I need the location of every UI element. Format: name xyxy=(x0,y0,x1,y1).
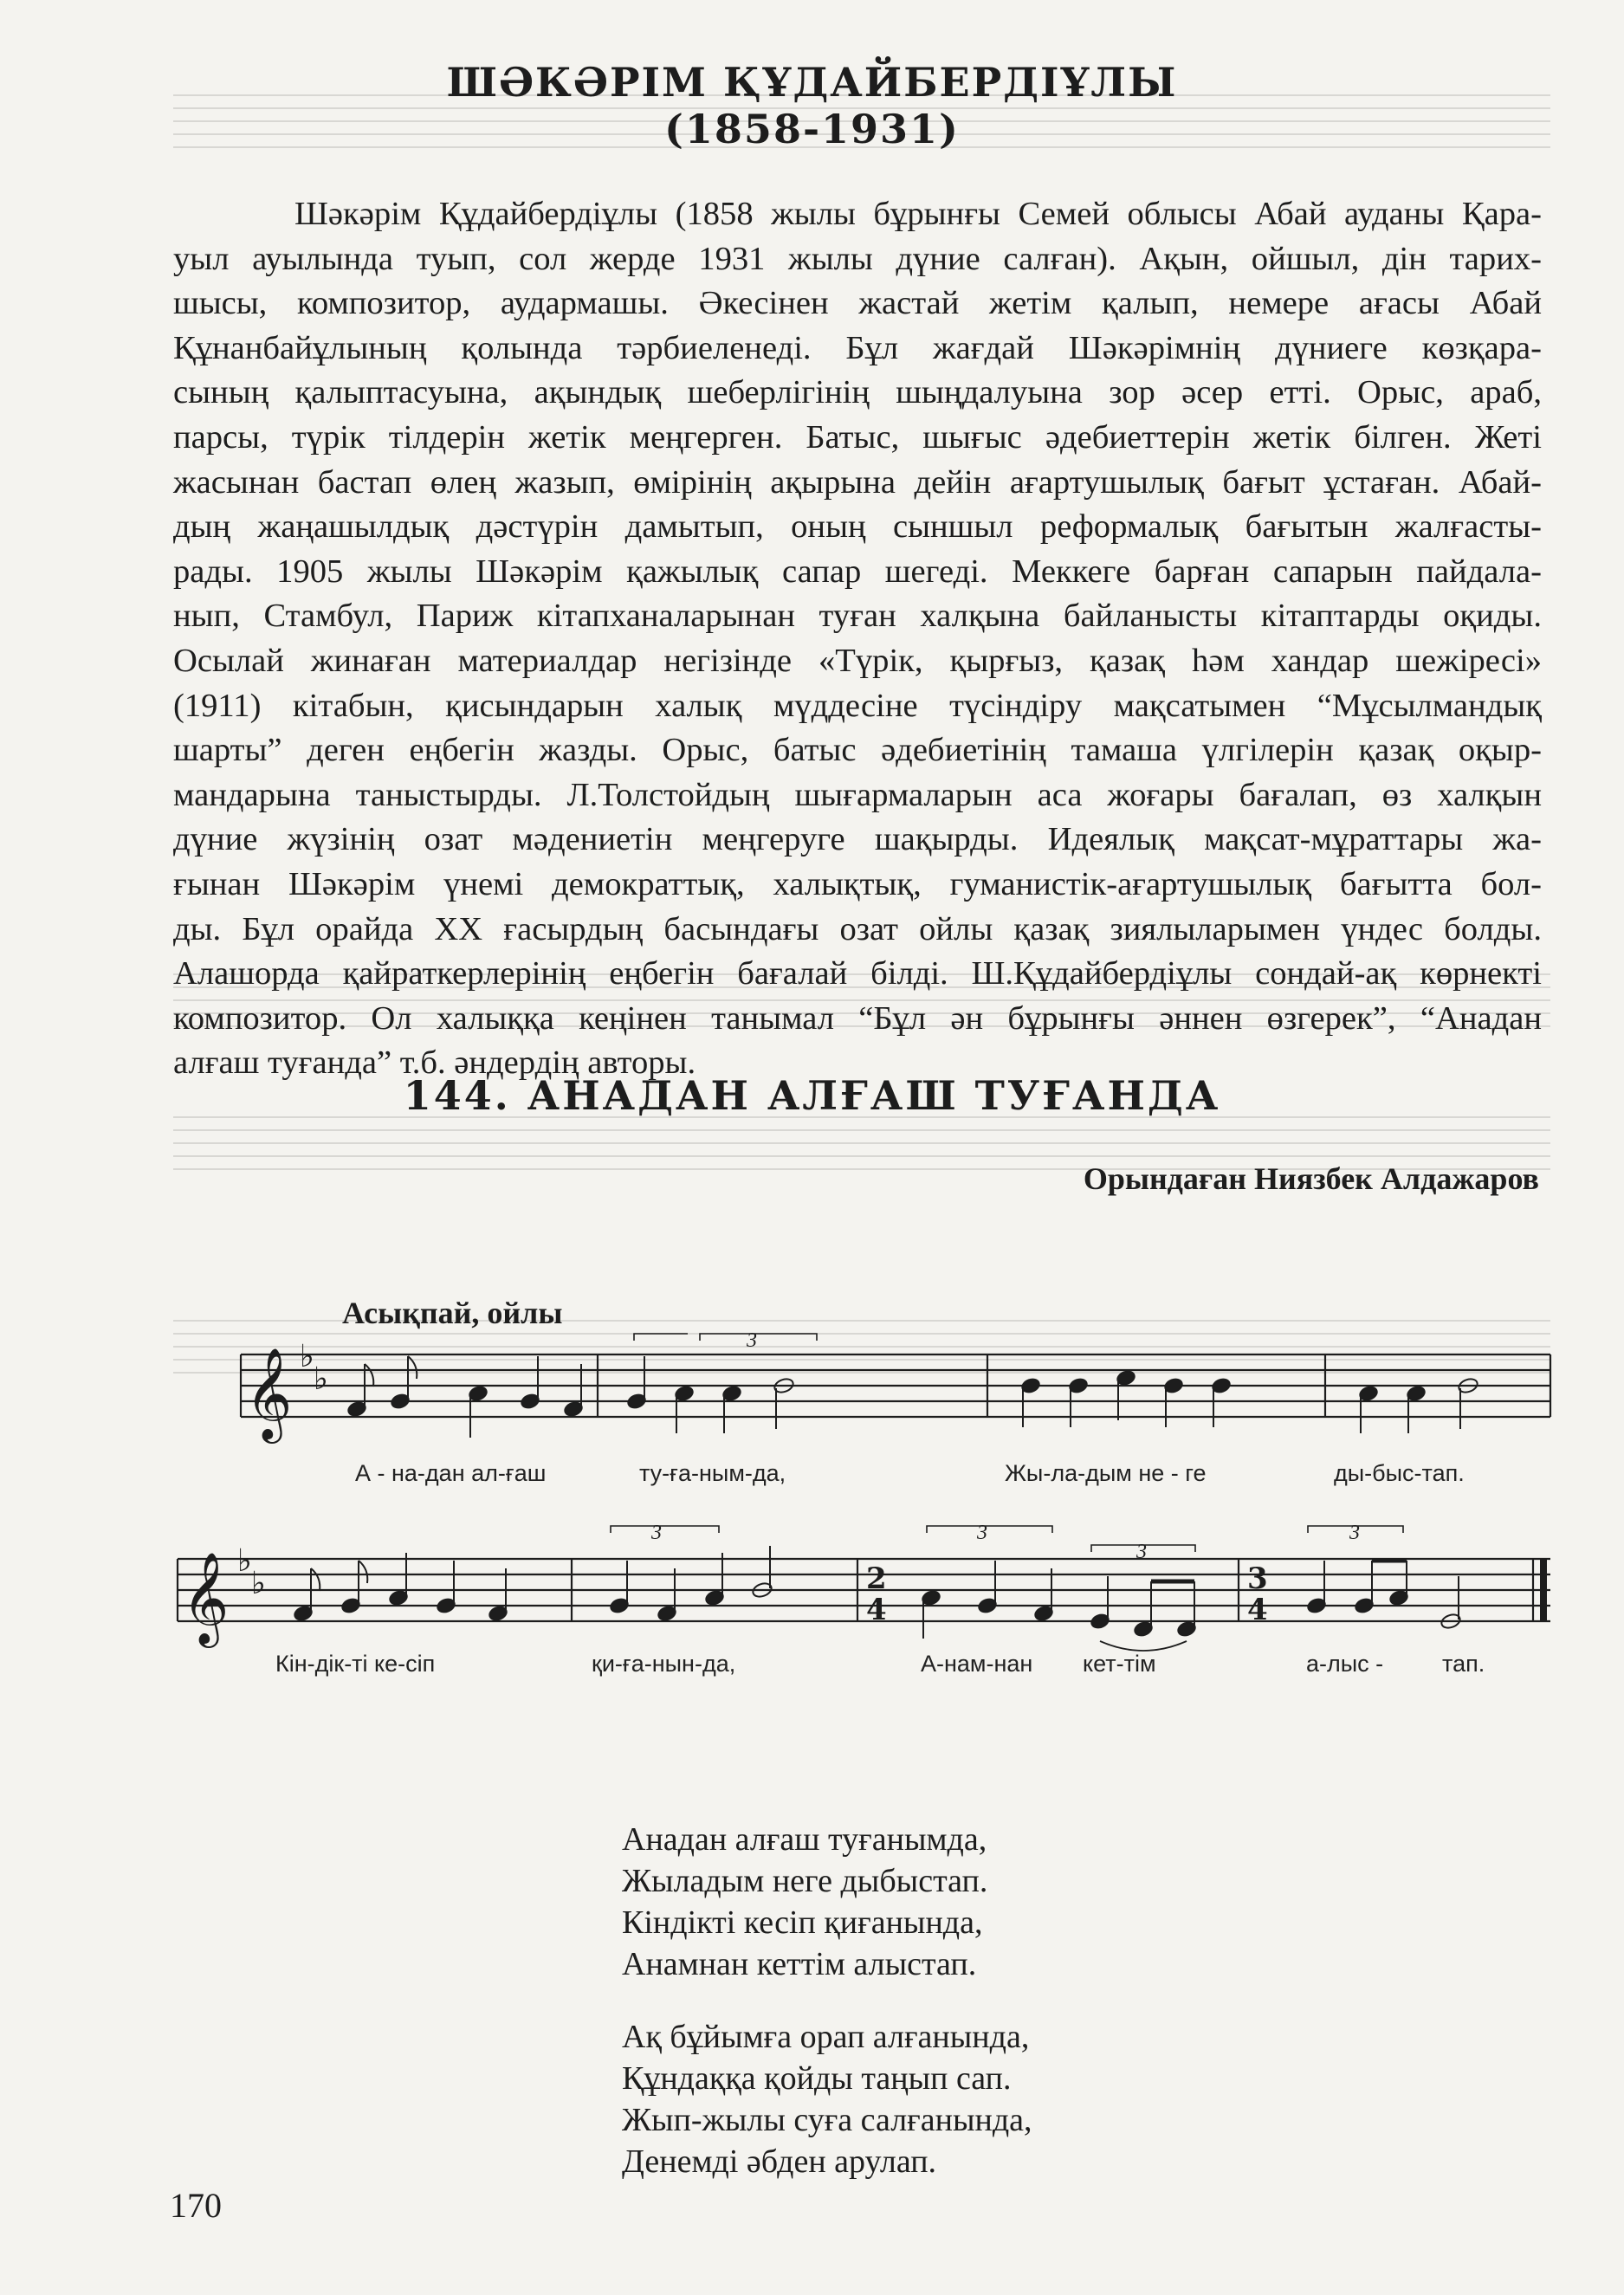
flat-icon: ♭ xyxy=(300,1339,314,1374)
staff-2-lyric: тап. xyxy=(1442,1651,1485,1677)
staff-2-lyric: қи-ға-нын-да, xyxy=(592,1651,736,1677)
note xyxy=(436,1561,456,1614)
note xyxy=(1358,1385,1379,1433)
triplet-number: 3 xyxy=(977,1522,987,1544)
note xyxy=(346,1364,373,1418)
note xyxy=(977,1561,998,1614)
note xyxy=(1388,1561,1409,1606)
note xyxy=(921,1589,941,1639)
note xyxy=(657,1568,677,1622)
staff-1-lyric: ды-быс-тап. xyxy=(1334,1460,1465,1486)
half-note xyxy=(751,1546,773,1599)
triplet-bracket xyxy=(634,1334,817,1341)
note xyxy=(626,1356,647,1410)
half-note xyxy=(1457,1377,1478,1429)
bio-line: Құнанбайұлының қолында тәрбиеленеді. Бұл жағдай Шәкәрімнің дүниеге көзқара- xyxy=(173,329,1542,366)
staff-2-lyric: Кін-дік-ті ке-сіп xyxy=(275,1651,436,1677)
note xyxy=(674,1385,695,1433)
treble-clef-icon: 𝄞 xyxy=(182,1551,230,1644)
bio-line: Осылай жинаған материалдар негізінде «Түрік, қырғыз, қазақ һәм хандар шежіресі» xyxy=(173,642,1542,679)
bio-line: парсы, түрік тілдерін жетік меңгерген. Батыс, шығыс әдебиеттерін жетік білген. Жеті xyxy=(173,418,1542,456)
note xyxy=(704,1553,725,1606)
note xyxy=(520,1356,540,1410)
verse-line: Жып-жылы суға салғанында, xyxy=(622,2102,1032,2138)
verse-line: Жыладым неге дыбыстап. xyxy=(622,1863,988,1899)
page-number: 170 xyxy=(170,2186,222,2225)
time-signature-bottom: 4 xyxy=(1247,1593,1268,1627)
staff-1-lyric: Жы-ла-дым не - ге xyxy=(1005,1460,1207,1486)
note xyxy=(388,1553,409,1606)
verse-line: Құндаққа қойды таңып сап. xyxy=(622,2060,1012,2097)
bio-line: жасынан бастап өлең жазып, өмірінің ақырына дейін ағартушылық бағыт ұстаған. Абай- xyxy=(173,463,1542,501)
bio-line: сының қалыптасуына, ақындық шеберлігінің шыңдалуына зор әсер етті. Орыс, араб, xyxy=(173,374,1542,411)
final-barline-thick xyxy=(1540,1559,1547,1621)
bio-line: дың жаңашылдық дәстүрін дамытып, оның сыншыл реформалық бағытын жалғасты- xyxy=(173,508,1542,546)
staff-2-lines xyxy=(178,1559,1550,1621)
triplet-number: 3 xyxy=(1136,1541,1147,1563)
bio-line: шысы, композитор, аудармашы. Әкесінен жастай жетім қалып, немере ағасы Абай xyxy=(173,285,1542,322)
bio-line: нып, Стамбул, Париж кітапханаларынан туған халқына байланысты кітаптарды оқиды. xyxy=(173,598,1542,635)
triplet-number: 3 xyxy=(1349,1522,1360,1544)
biography-title: ШӘКӘРІМ ҚҰДАЙБЕРДІҰЛЫ xyxy=(446,59,1178,106)
tempo-marking: Асықпай, ойлы xyxy=(342,1296,563,1330)
bio-line: уыл ауылында туып, сол жерде 1931 жылы дүние салған). Ақын, ойшыл, дін тарих- xyxy=(173,240,1542,277)
bio-line: композитор. Ол халыққа кеңінен танымал “Бұл ән бұрынғы әннен өзгерек”, “Анадан xyxy=(173,999,1542,1037)
biography-years: (1858-1931) xyxy=(664,106,960,152)
staff-2-lyric: кет-тім xyxy=(1083,1651,1156,1677)
verse-line: Ақ бұйымға орап алғанында, xyxy=(622,2019,1030,2055)
verse-2 xyxy=(622,2016,1032,2182)
note xyxy=(1406,1385,1427,1433)
note xyxy=(1090,1576,1110,1630)
bio-line: Алашорда қайраткерлерінің еңбегін бағалай білді. Ш.Құдайбердіұлы сондай-ақ көрнекті xyxy=(173,955,1542,992)
half-note xyxy=(773,1377,794,1429)
staff-2-lyric: а-лыс - xyxy=(1306,1651,1384,1677)
note xyxy=(1354,1561,1375,1614)
staff-1-lyric: А - на-дан ал-ғаш xyxy=(355,1460,547,1486)
triplet-bracket xyxy=(611,1526,1403,1552)
note xyxy=(293,1568,320,1622)
triplet-number: 3 xyxy=(747,1329,757,1352)
bio-line: мандарына таныстырды. Л.Толстойдың шығармаларын аса жоғары бағалап, өз халқын xyxy=(173,776,1542,813)
verse-line: Кіндікті кесіп қиғанында, xyxy=(622,1904,983,1941)
time-signature-bottom: 4 xyxy=(866,1593,887,1627)
note xyxy=(721,1385,742,1433)
triplet-number: 3 xyxy=(651,1522,662,1544)
treble-clef-icon: 𝄞 xyxy=(245,1347,293,1439)
time-signature-top: 2 xyxy=(866,1561,887,1596)
bio-line: дүние жүзінің озат мәдениетін меңгеруге шақырды. Идеялық мақсат-мұраттары жа- xyxy=(173,821,1542,858)
bio-line: (1911) кітабын, қисындарын халық мүддесіне түсіндіру мақсатымен “Мұсылмандық xyxy=(173,687,1542,724)
time-signature-top: 3 xyxy=(1247,1561,1268,1596)
verse-1 xyxy=(622,1819,987,1985)
verse-line: Анамнан кеттім алыстап. xyxy=(622,1946,977,1982)
bio-line: рады. 1905 жылы Шәкәрім қажылық сапар шегеді. Меккеге барған сапарын пайдала- xyxy=(173,553,1542,590)
staff-1-lines xyxy=(241,1354,1550,1417)
verse-line: Анадан алғаш туғанымда, xyxy=(622,1821,987,1858)
bio-line: шарты” деген еңбегін жазды. Орыс, батыс әдебиетінің тамаша үлгілерін қазақ оқыр- xyxy=(173,732,1542,769)
flat-icon: ♭ xyxy=(314,1361,328,1397)
flat-icon: ♭ xyxy=(237,1543,252,1579)
bio-line: ғынан Шәкәрім үнемі демократтық, халықтық, гуманистік-ағартушылық бағытта бол- xyxy=(173,865,1542,902)
verse-line: Денемді әбден арулап. xyxy=(622,2143,937,2180)
bio-line: Шәкәрім Құдайбердіұлы (1858 жылы бұрынғы Семей облысы Абай ауданы Қара- xyxy=(294,196,1542,232)
note xyxy=(488,1568,508,1622)
note xyxy=(1306,1561,1327,1614)
staff-2-lyric: А-нам-нан xyxy=(921,1651,1033,1677)
bio-line: алғаш туғанда” т.б. әндердің авторы. xyxy=(173,1044,696,1082)
note xyxy=(468,1385,488,1438)
bio-line: ды. Бұл орайда XX ғасырдың басындағы озат ойлы қазақ зиялыларымен үндес болды. xyxy=(173,910,1542,947)
slur xyxy=(1100,1641,1187,1651)
staff-1-lyric: ту-ға-ным-да, xyxy=(639,1460,786,1486)
note xyxy=(609,1561,630,1614)
note xyxy=(1116,1369,1136,1420)
performer-credit: Орындаған Ниязбек Алдажаров xyxy=(1083,1161,1539,1196)
note xyxy=(563,1364,584,1418)
flat-icon: ♭ xyxy=(251,1566,266,1601)
song-title: 144. АНАДАН АЛҒАШ ТУҒАНДА xyxy=(403,1072,1221,1119)
note xyxy=(1033,1568,1054,1622)
